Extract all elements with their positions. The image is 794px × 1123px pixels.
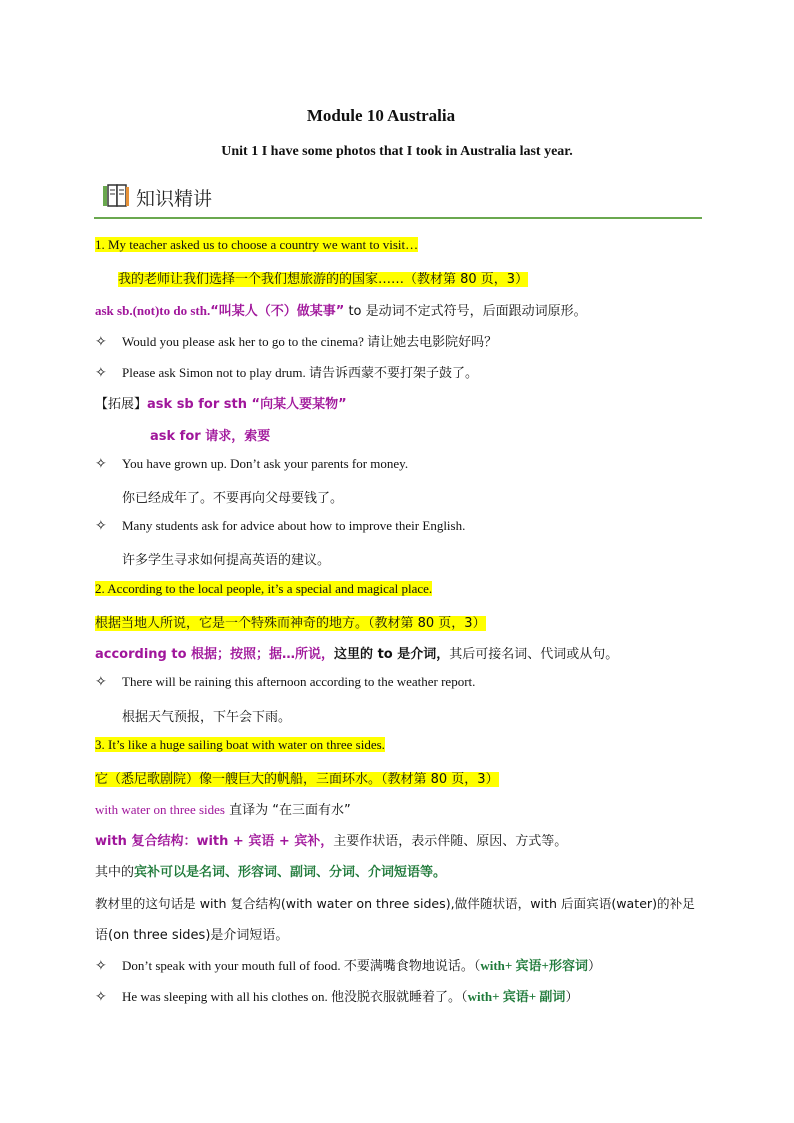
item-1-note: ask sb.(not)to do sth.“叫某人（不）做某事” to 是动词不定式符号，后面跟动词原形。 (95, 303, 587, 319)
item-3-note-5: 语(on three sides)是介词短语。 (95, 928, 289, 943)
example-3-english: ✧ You have grown up. Don’t ask your parents for money. (95, 456, 409, 472)
example-4-english: ✧ Many students ask for advice about how to improve their English. (95, 518, 466, 534)
bullet-icon: ✧ (95, 335, 107, 350)
item-1-chinese: 我的老师让我们选择一个我们想旅游的的国家……（教材第 80 页，3） (118, 272, 529, 287)
example-4-chinese: 许多学生寻求如何提高英语的建议。 (122, 553, 331, 568)
item-3-chinese: 它（悉尼歌剧院）像一艘巨大的帆船，三面环水。（教材第 80 页，3） (95, 772, 499, 787)
item-3-note-2: with 复合结构：with + 宾语 + 宾补，主要作状语，表示伴随、原因、方式等。 (95, 834, 568, 849)
extension-line-2: ask for 请求，索要 (150, 429, 271, 444)
item-2-english: 2. According to the local people, it’s a special and magical place. (95, 581, 433, 596)
item-2-chinese: 根据当地人所说，它是一个特殊而神奇的地方。（教材第 80 页，3） (95, 616, 486, 631)
example-1: ✧ Would you please ask her to go to the cinema? 请让她去电影院好吗？ (95, 334, 498, 350)
extension-line-1: 【拓展】ask sb for sth “向某人要某物” (95, 397, 347, 412)
example-5-english: ✧ There will be raining this afternoon according to the weather report. (95, 674, 476, 690)
item-1-english: 1. My teacher asked us to choose a country we want to visit… (95, 237, 419, 252)
item-3-note-1: with water on three sides 直译为 “在三面有水” (95, 802, 351, 818)
bullet-icon: ✧ (95, 990, 107, 1005)
bullet-icon: ✧ (95, 959, 107, 974)
item-3-english: 3. It’s like a huge sailing boat with water on three sides. (95, 737, 385, 752)
bullet-icon: ✧ (95, 519, 107, 534)
example-3-chinese: 你已经成年了。不要再向父母要钱了。 (122, 491, 344, 506)
item-3-note-3: 其中的宾补可以是名词、形容词、副词、分词、介词短语等。 (95, 865, 447, 880)
page-title: Module 10 Australia (306, 106, 456, 125)
example-2: ✧ Please ask Simon not to play drum. 请告诉西蒙不要打架子鼓了。 (95, 365, 479, 381)
section-divider (94, 217, 702, 219)
example-7: ✧ He was sleeping with all his clothes on. 他没脱衣服就睡着了。（with+ 宾语+ 副词） (95, 989, 579, 1005)
section-header: 知识精讲 (136, 188, 213, 210)
bullet-icon: ✧ (95, 457, 107, 472)
bullet-icon: ✧ (95, 366, 107, 381)
example-5-chinese: 根据天气预报，下午会下雨。 (122, 710, 292, 725)
item-2-note: according to 根据；按照；据…所说，这里的 to 是介词，其后可接名词、代词或从句。 (95, 647, 619, 662)
item-3-note-4: 教材里的这句话是 with 复合结构(with water on three sides),做伴随状语，with 后面宾语(water)的补足 (95, 896, 695, 911)
book-icon (102, 183, 130, 209)
bullet-icon: ✧ (95, 675, 107, 690)
example-6: ✧ Don’t speak with your mouth full of food. 不要满嘴食物地说话。（with+ 宾语+形容词） (95, 958, 601, 974)
page-subtitle: Unit 1 I have some photos that I took in Australia last year. (221, 144, 573, 159)
